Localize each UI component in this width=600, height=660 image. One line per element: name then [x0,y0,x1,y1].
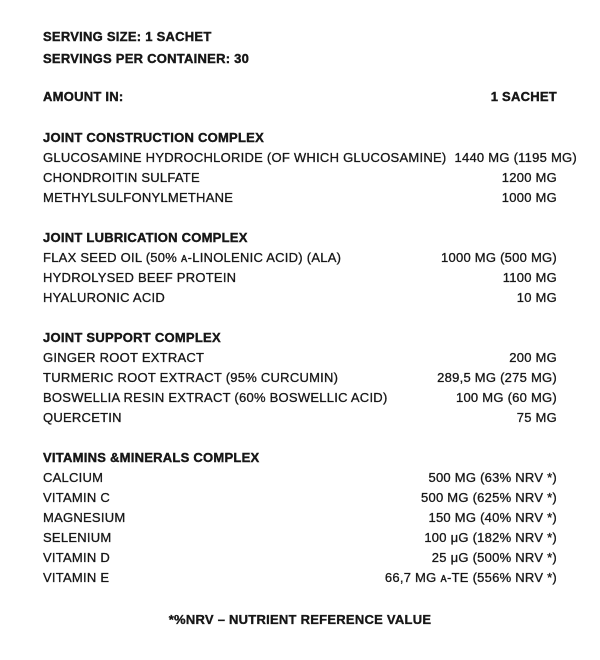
ingredient-amount: 66,7 MG ᴀ-TE (556% NRV *) [384,570,557,585]
ingredient-name: HYDROLYSED BEEF PROTEIN [43,270,237,285]
ingredient-name: GINGER ROOT EXTRACT [43,350,205,365]
ingredient-amount: 1000 MG [501,190,557,205]
ingredient-name: METHYLSULFONYLMETHANE [43,190,234,205]
ingredient-amount: 150 MG (40% NRV *) [428,510,557,525]
ingredient-amount: 100 μG (182% NRV *) [424,530,557,545]
amount-in-label: AMOUNT IN: [43,89,124,104]
ingredient-row [43,528,557,548]
section-title: JOINT SUPPORT COMPLEX [43,330,221,345]
ingredient-amount: 1000 MG (500 MG) [441,250,557,265]
section-title: JOINT LUBRICATION COMPLEX [43,230,248,245]
ingredient-name: MAGNESIUM [43,510,126,525]
nrv-footnote: *%NRV – NUTRIENT REFERENCE VALUE [168,612,432,627]
ingredient-amount: 1100 MG [502,270,557,285]
ingredient-name: QUERCETIN [43,410,122,425]
ingredient-section [43,128,577,208]
ingredient-row [43,368,557,388]
ingredient-row [43,348,557,368]
amount-in-header-row [43,86,557,108]
section-title: JOINT CONSTRUCTION COMPLEX [43,130,265,145]
serving-size-line: SERVING SIZE: 1 SACHET [43,29,212,44]
ingredient-amount: 25 μG (500% NRV *) [431,550,557,565]
ingredient-name: CALCIUM [43,470,104,485]
ingredient-section [43,328,557,428]
ingredient-name: FLAX SEED OIL (50% ᴀ-LINOLENIC ACID) (ALA) [43,250,342,265]
ingredient-amount: 10 MG [516,290,557,305]
ingredient-row [43,168,557,188]
ingredient-amount: 500 MG (63% NRV *) [428,470,557,485]
ingredient-row [43,288,557,308]
ingredient-row [43,508,557,528]
ingredient-row [43,468,557,488]
ingredient-row [43,548,557,568]
servings-per-container-line: SERVINGS PER CONTAINER: 30 [43,51,250,66]
ingredient-name: GLUCOSAMINE HYDROCHLORIDE (OF WHICH GLUCOSAMINE) [43,150,447,165]
ingredient-name: HYALURONIC ACID [43,290,165,305]
ingredient-amount: 289,5 MG (275 MG) [437,370,557,385]
ingredient-name: VITAMIN E [43,570,110,585]
ingredient-row [43,568,557,588]
ingredient-amount: 1200 MG [501,170,557,185]
ingredient-row [43,488,557,508]
ingredient-row [43,268,557,288]
ingredient-name: SELENIUM [43,530,112,545]
ingredient-amount: 100 MG (60 MG) [455,390,557,405]
ingredient-section [43,448,557,588]
ingredient-section [43,228,557,308]
ingredient-row [43,388,557,408]
ingredient-amount: 500 MG (625% NRV *) [420,490,557,505]
amount-in-value: 1 SACHET [490,89,557,104]
ingredient-row [43,188,557,208]
ingredient-name: BOSWELLIA RESIN EXTRACT (60% BOSWELLIC ACID) [43,390,388,405]
ingredient-name: TURMERIC ROOT EXTRACT (95% CURCUMIN) [43,370,339,385]
ingredient-amount: 200 MG [509,350,557,365]
ingredient-name: VITAMIN C [43,490,111,505]
ingredient-row [43,148,577,168]
section-title: VITAMINS &MINERALS COMPLEX [43,450,260,465]
ingredient-row [43,408,557,428]
ingredient-name: VITAMIN D [43,550,111,565]
ingredient-row [43,248,557,268]
ingredient-name: CHONDROITIN SULFATE [43,170,200,185]
ingredient-sections [43,128,577,588]
ingredient-amount: 1440 MG (1195 MG) [454,150,577,165]
ingredient-amount: 75 MG [516,410,557,425]
